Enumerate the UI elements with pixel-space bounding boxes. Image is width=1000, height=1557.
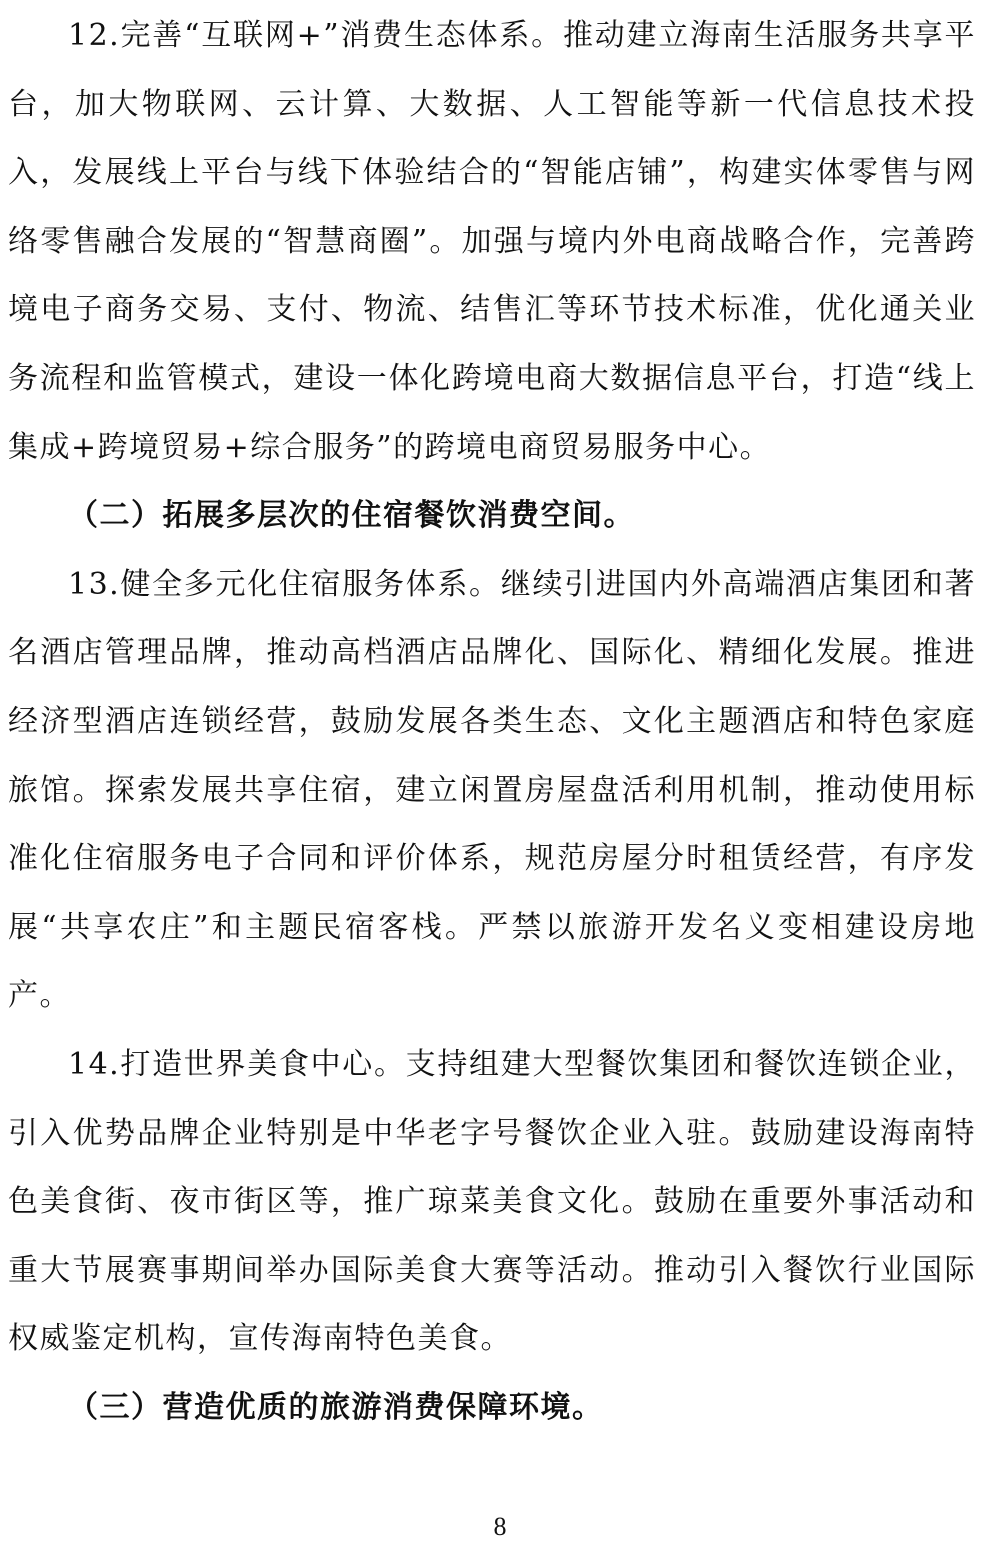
page-number: 8 (493, 1512, 507, 1541)
section-heading-2: （二）拓展多层次的住宿餐饮消费空间。 (68, 498, 635, 534)
document-body (8, 2, 976, 1442)
paragraph-item-12: 12.完善“互联网+”消费生态体系。推动建立海南生活服务共享平台，加大物联网、云计算、大数据、人工智能等新一代信息技术投入，发展线上平台与线下体验结合的“智能店铺”，构建实体零售与网络零售融合发展的“智慧商圈”。加强与境内外电商战略合作，完善跨境电子商务交易、支付、物流、结售汇等环节技术标准，优化通关业务流程和监管模式，建设一体化跨境电商大数据信息平台，打造“线上集成+跨境贸易+综合服务”的跨境电商贸易服务中心。 (8, 18, 976, 465)
paragraph-item-14: 14.打造世界美食中心。支持组建大型餐饮集团和餐饮连锁企业，引入优势品牌企业特别是中华老字号餐饮企业入驻。鼓励建设海南特色美食街、夜市街区等，推广琼菜美食文化。鼓励在重要外事活动和重大节展赛事期间举办国际美食大赛等活动。推动引入餐饮行业国际权威鉴定机构，宣传海南特色美食。 (8, 1046, 976, 1357)
section-heading-3: （三）营造优质的旅游消费保障环境。 (68, 1389, 604, 1425)
paragraph-item-13: 13.健全多元化住宿服务体系。继续引进国内外高端酒店集团和著名酒店管理品牌，推动高档酒店品牌化、国际化、精细化发展。推进经济型酒店连锁经营，鼓励发展各类生态、文化主题酒店和特色家庭旅馆。探索发展共享住宿，建立闲置房屋盘活利用机制，推动使用标准化住宿服务电子合同和评价体系，规范房屋分时租赁经营，有序发展“共享农庄”和主题民宿客栈。严禁以旅游开发名义变相建设房地产。 (8, 566, 976, 1014)
